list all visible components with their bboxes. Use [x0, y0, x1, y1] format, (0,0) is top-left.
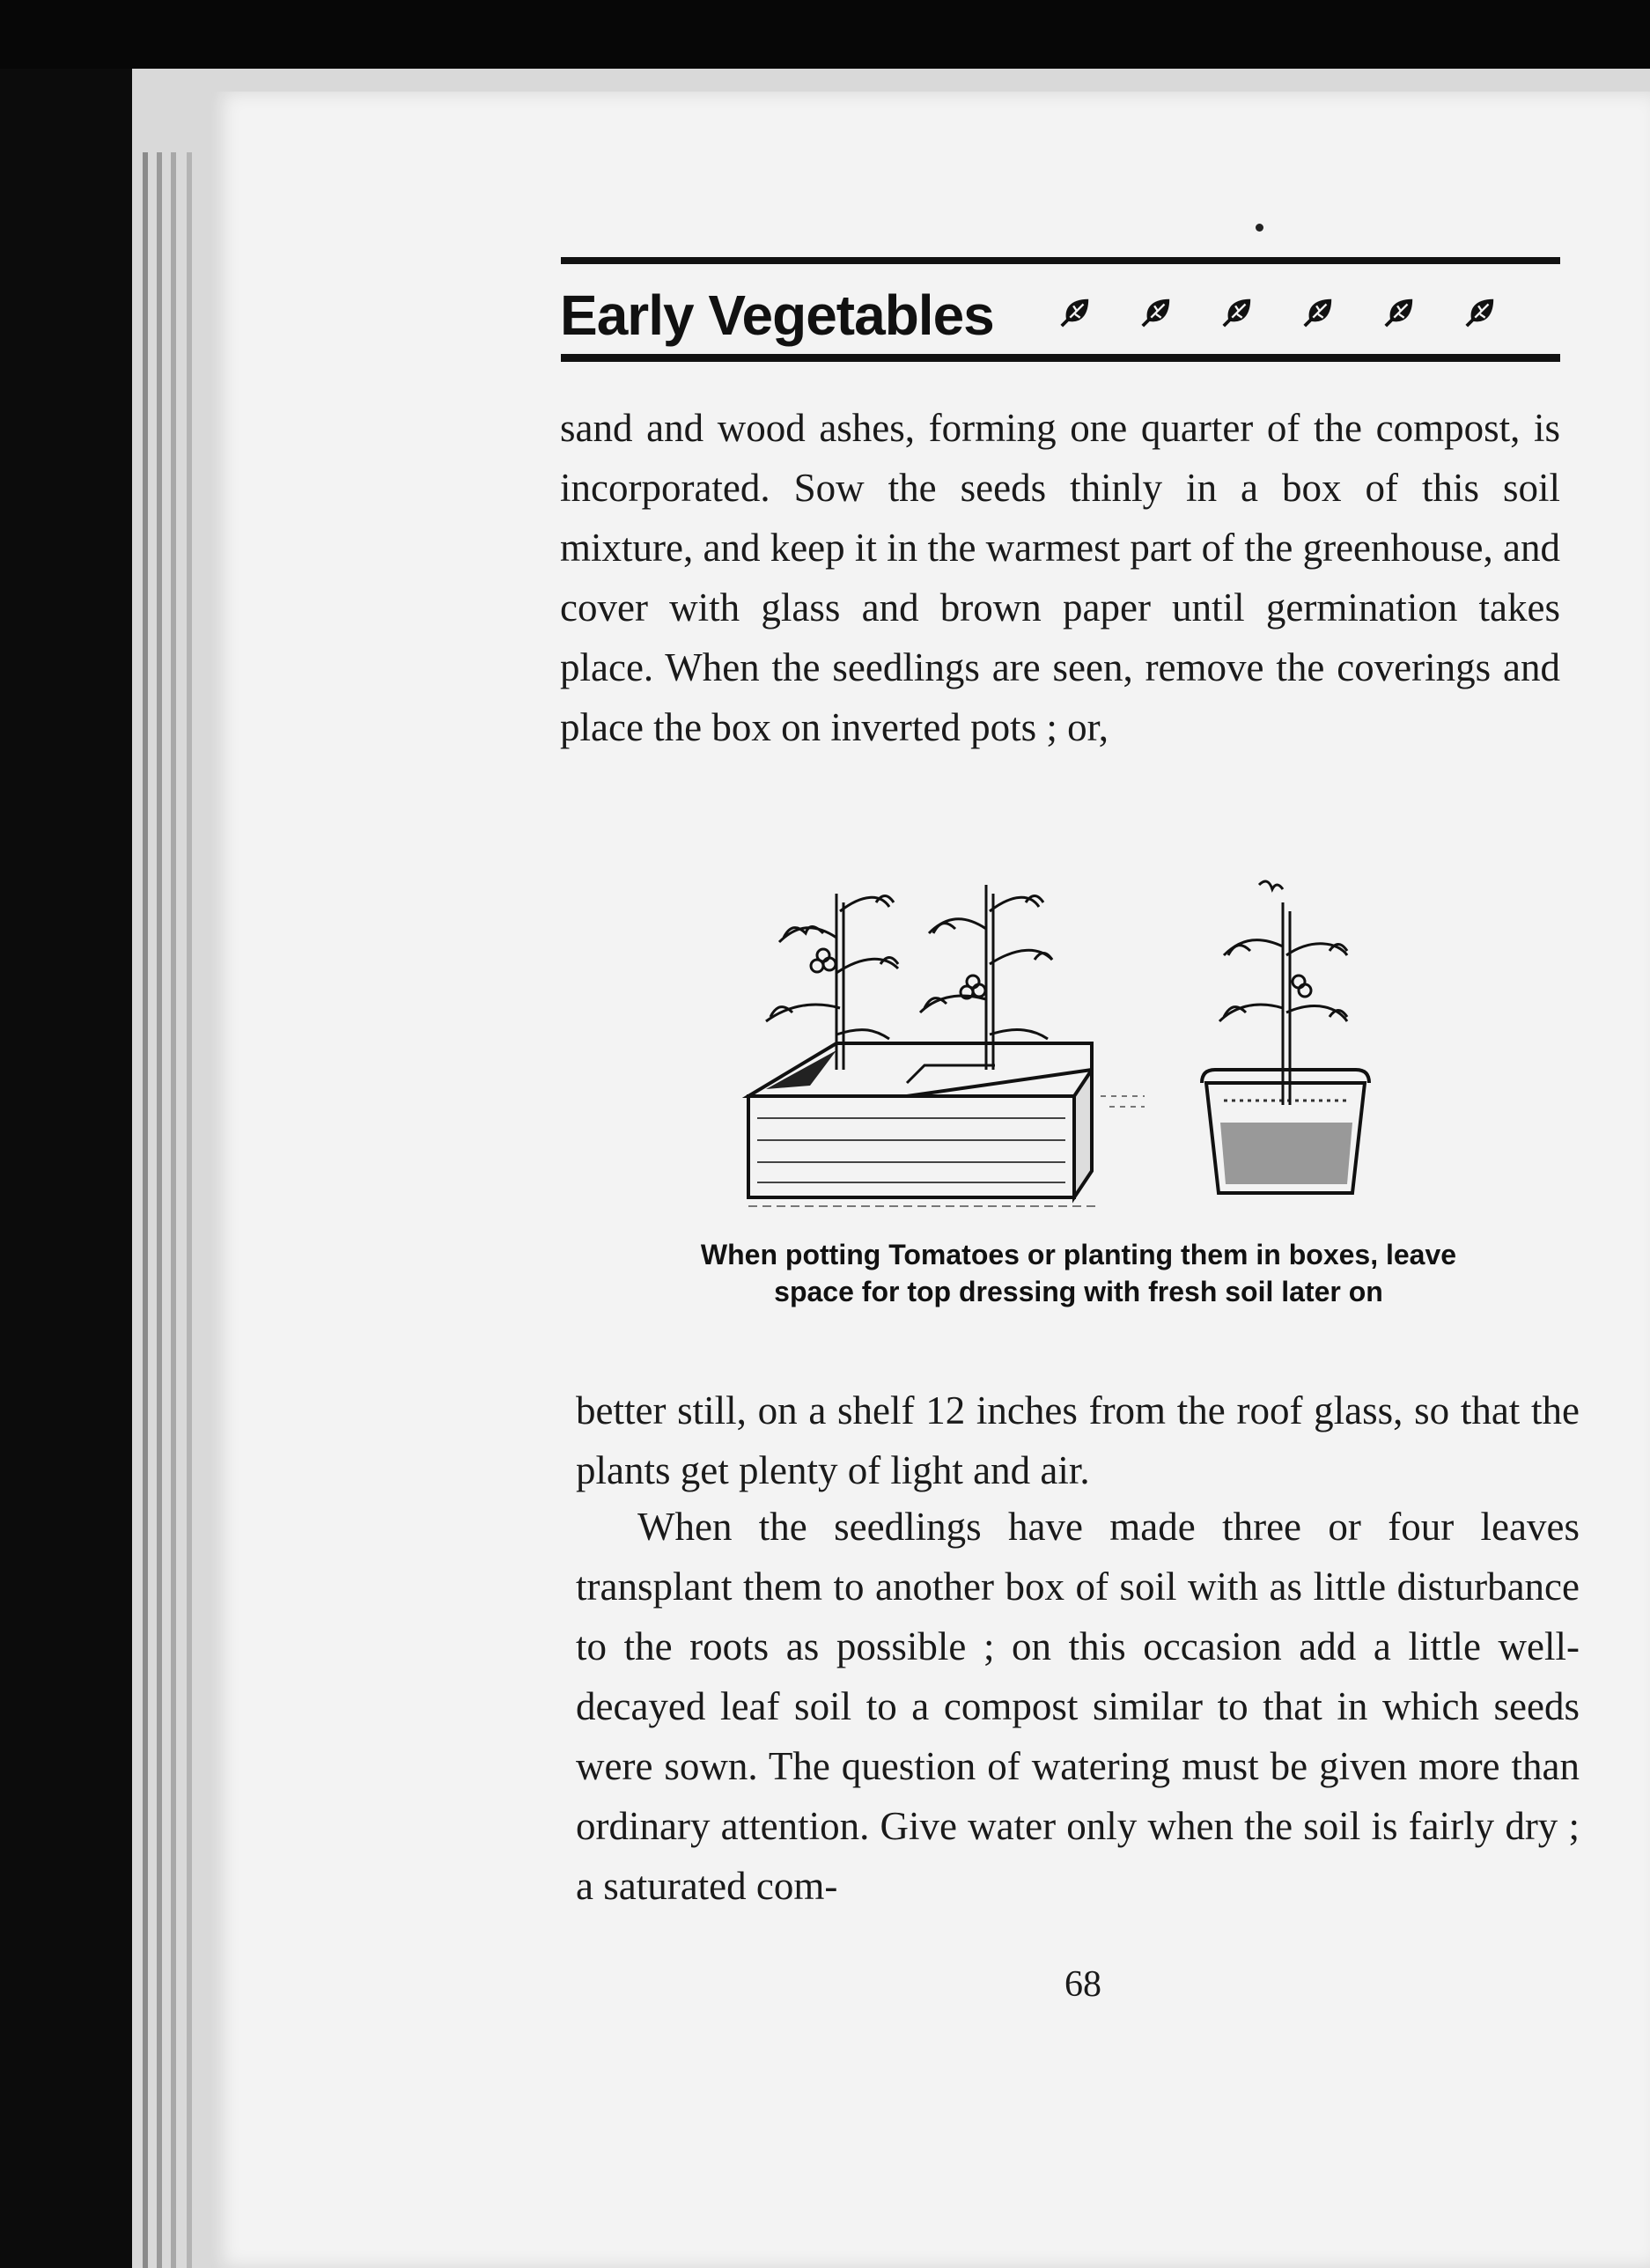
ink-speck	[1256, 224, 1263, 232]
leaf-ornament-icon	[1058, 296, 1092, 329]
figure-caption	[564, 1236, 1594, 1310]
leaf-ornament-icon	[1301, 296, 1335, 329]
header-rule-bottom	[561, 354, 1560, 362]
running-head	[560, 278, 1564, 352]
page-edge	[157, 152, 162, 2268]
scan-top-band	[0, 0, 1650, 69]
tomato-box-and-pot-drawing	[731, 858, 1435, 1228]
planting-box-drawing	[748, 1043, 1145, 1206]
body-paragraph: sand and wood ashes, forming one quarter of the compost, is incorporated. Sow the seeds thinly in a box of this soil mixture, and keep it in the warmest part of the greenhouse, and cover with glass and brown paper until germination takes place. When the seedlings are seen, remove the coverings and place the box on inverted pots ; or,	[560, 406, 1560, 749]
leaf-ornament-icon	[1139, 296, 1173, 329]
page-edge	[143, 152, 148, 2268]
flower-pot-drawing	[1202, 1070, 1369, 1193]
leaf-ornament-icon	[1220, 296, 1254, 329]
leaf-ornament-icon	[1463, 296, 1497, 329]
figure-caption-line2: space for top dressing with fresh soil later on	[774, 1276, 1383, 1307]
header-rule-top	[561, 257, 1560, 264]
tomato-illustration	[731, 858, 1435, 1228]
page-edge	[171, 152, 176, 2268]
page-edge	[187, 152, 192, 2268]
figure-caption-line1: When potting Tomatoes or planting them in boxes, leave	[700, 1239, 1457, 1270]
leaf-ornament-icon	[1382, 296, 1416, 329]
body-paragraph: When the seedlings have made three or four leaves transplant them to another box of soil with as little disturbance to the roots as possible ; on this occasion add a little well-decayed leaf soil to a compost similar to that in which seeds were sown. The question of watering must be given more than ordinary attention. Give water only when the soil is fairly dry ; a saturated com-	[576, 1505, 1580, 1908]
body-paragraph: better still, on a shelf 12 inches from the roof glass, so that the plants get plenty of light and air.	[576, 1388, 1580, 1492]
running-head-title: Early Vegetables	[560, 284, 994, 347]
leaf-ornaments	[1058, 296, 1497, 329]
page-number: 68	[1064, 1964, 1101, 2005]
